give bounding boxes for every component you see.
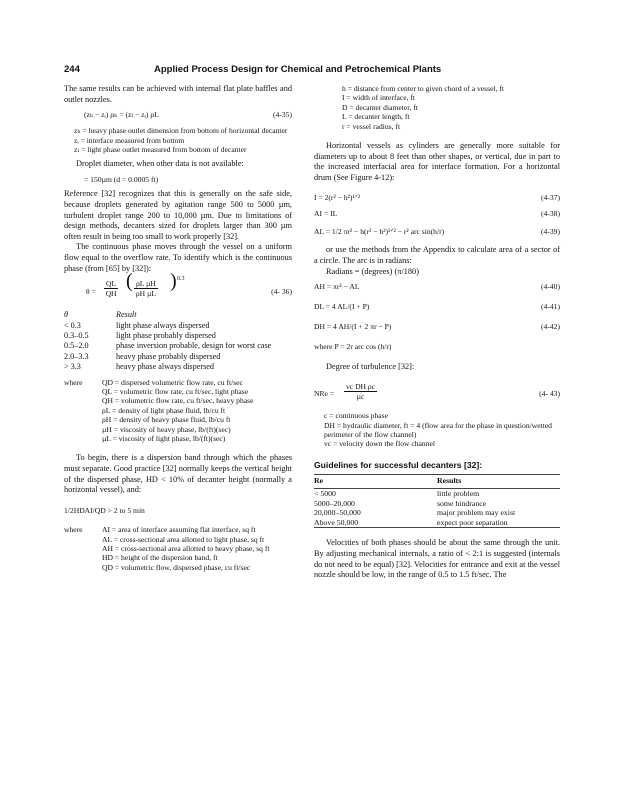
table-cell: < 5000 [314, 489, 336, 498]
fraction-denominator: ρH µL [135, 289, 157, 299]
equation-4-37 [314, 193, 560, 209]
table-row [314, 489, 560, 499]
definition-item: µH = viscosity of heavy phase, lb/(ft)(sec) [102, 424, 231, 434]
equation-group [314, 193, 560, 245]
paragraph: Velocities of both phases should be about the same through the unit. By adjusting mechanical internals, a ratio of < 2:1 is suggested (internals do not need to be equal) [32]. Velocities for entrance and exit at the vessel nozzle should be low, in the range of 0.5 to 1.5 ft/sec. The [314, 538, 560, 580]
definition-list [64, 378, 292, 444]
page-number: 244 [64, 64, 80, 75]
definition-item: QH = volumetric flow rate, cu ft/sec, heavy phase [102, 396, 254, 406]
table-header: Re [314, 475, 437, 489]
left-column [64, 84, 292, 572]
equation-lhs: NRe = [314, 389, 335, 399]
definition-item: µL = viscosity of light phase, lb/(ft)(sec) [102, 434, 226, 444]
table-cell: < 0.3 [64, 320, 81, 330]
equation-number: (4-37) [541, 193, 560, 203]
paragraph: To begin, there is a dispersion band through which the phases must separate. Good practice [32] normally keeps the vertical height of the dispersed phase, HD < 10% of decanter height (normally a horizontal vessel), and: [64, 453, 292, 495]
equation-expr: (zₕ − zᵢ) ρₕ = (zₗ − zᵢ) ρL [84, 110, 159, 120]
definition-item: I = width of interface, ft [342, 93, 416, 103]
table-cell: heavy phase probably dispersed [116, 351, 221, 361]
fraction-numerator: ρL µH [136, 279, 156, 289]
paragraph: Radians = (degrees) (π/180) [326, 266, 419, 276]
definition-list [64, 126, 292, 154]
equation-4-40 [314, 282, 560, 302]
definition-list [314, 84, 560, 131]
definition-item: D = decanter diameter, ft [342, 102, 418, 112]
paragraph: Droplet diameter, when other data is not available: [76, 159, 244, 169]
equation-4-36: θ = $\frac{QL}{QH}$ ( ρL µH ρH µL ) 0.3 (4- 36) [86, 270, 292, 299]
definition-item: HD = height of the dispersion band, ft [102, 553, 218, 563]
equation-number: (4-41) [541, 302, 560, 312]
table-cell: 0.5–2.0 [64, 341, 89, 351]
definition-item: c = continuous phase [324, 411, 388, 421]
where-block [64, 378, 292, 444]
table-row [64, 362, 292, 372]
right-column [314, 84, 560, 581]
table-header: Result [116, 310, 137, 320]
table-cell: 20,000–50,000 [314, 508, 361, 518]
definition-list [314, 411, 560, 449]
table-cell: expect poor separation [437, 518, 560, 528]
table-cell: major problem may exist [437, 508, 516, 518]
table-row [64, 331, 292, 341]
equation-4-43 [314, 382, 560, 406]
paragraph: Reference [32] recognizes that this is generally on the safe side, because droplets generated by agitation range 500 to 5000 µm, turbulent droplet range 200 to 10,000 µm. Due to limitations of design methods, decanters sized for droplets larger than 300 µm often result in being too small to work properly [32]. [64, 189, 292, 241]
equation-droplet: = 150µm (d = 0.0005 ft) [84, 175, 159, 184]
equation-group [314, 282, 560, 342]
definition-item: zₗ = light phase outlet measured from bottom of decanter [74, 145, 247, 154]
table-header: θ [64, 310, 69, 320]
definition-list [64, 525, 292, 572]
definition-item: DH = hydraulic diameter, ft = 4 (flow area for the phase in question/wetted perimeter of the flow channel) [324, 420, 552, 439]
paragraph: Degree of turbulence [32]: [326, 361, 415, 371]
table-cell: 2.0–3.3 [64, 351, 89, 361]
table-cell: > 3.3 [64, 362, 81, 372]
table-cell: 0.3–0.5 [64, 330, 89, 340]
definition-item: r = vessel radius, ft [342, 121, 401, 131]
paragraph: The continuous phase moves through the vessel on a uniform flow equal to the overflow rate. To identify which is the continuous phase (from [65] by [32]): [64, 242, 292, 273]
equation-number: (4-42) [541, 322, 560, 332]
paragraph: Horizontal vessels as cylinders are generally more suitable for diameters up to about 8 feet than other shapes, or vertical, due in part to the increased interfacial area for interface formation. For a horizontal drum (See Figure 4-12): [314, 141, 560, 182]
table-cell: Above 50,000 [314, 518, 437, 528]
table-row [64, 341, 292, 351]
definition-item: AL = cross-sectional area allotted to light phase, sq ft [102, 534, 265, 544]
table-header: Results [437, 475, 560, 489]
table-cell: heavy phase always dispersed [116, 362, 214, 372]
definition-item: QD = dispersed volumetric flow rate, cu ft/sec [102, 377, 243, 387]
table-cell: 5000–20,000 [314, 498, 355, 508]
equation-number: (4-39) [541, 227, 560, 237]
equation-number: (4-35) [273, 110, 292, 120]
equation-expr: DH = 4 AH/(I + 2 πr − P) [314, 322, 392, 332]
where-label: where [64, 525, 83, 535]
table-row [314, 508, 560, 518]
table-cell: light phase probably dispersed [116, 330, 216, 340]
definition-item: QL = volumetric flow rate, cu ft/sec, light phase [102, 387, 249, 396]
equation-4-39 [314, 227, 560, 245]
equation-4-41 [314, 302, 560, 322]
definition-item: vc = velocity down the flow channel [324, 439, 435, 449]
where-label: where [64, 377, 83, 387]
equation-number: (4-38) [541, 209, 560, 219]
fraction-numerator: vc DH ρc [346, 382, 376, 392]
equation-expr: I = 2(r² − h²)¹ᐟ² [314, 193, 361, 203]
equation-lhs: θ = [86, 287, 96, 297]
definition-item: AI = area of interface assuming flat interface, sq ft [102, 525, 256, 535]
definition-item: h = distance from center to given chord of a vessel, ft [342, 84, 505, 93]
where-block [64, 525, 292, 572]
table-row [64, 352, 292, 362]
equation-4-35 [64, 110, 292, 121]
definition-item: ρL = density of light phase fluid, lb/cu ft [102, 405, 226, 415]
definition-item: QD = volumetric flow, dispersed phase, cu ft/sec [102, 562, 251, 572]
definition-item: zᵢ = interface measured from bottom [74, 135, 185, 145]
paragraph: or use the methods from the Appendix to calculate area of a sector of a circle. The arc is in radians: [314, 245, 560, 265]
table-cell: phase inversion probable, design for worst case [116, 341, 272, 351]
equation-expr: AI = IL [314, 209, 338, 219]
fraction-numerator: QL [106, 279, 117, 289]
guidelines-table [314, 474, 560, 528]
equation-expr: AL = 1/2 πr² − h(r² − h²)¹ᐟ² − r² arc sin(h/r) [314, 227, 445, 237]
equation-number: (4- 36) [271, 287, 292, 297]
section-heading: Guidelines for successful decanters [32]: [314, 459, 483, 470]
equation-4-38 [314, 209, 560, 227]
equation-dispersion: 1/2HDAI/QD > 2 to 5 min [64, 505, 145, 515]
definition-item: AH = cross-sectional area allotted to heavy phase, sq ft [102, 544, 270, 554]
fraction-denominator: µc [356, 392, 365, 402]
paragraph: The same results can be achieved with internal flat plate baffles and outlet nozzles. [64, 84, 292, 104]
table-cell: light phase always dispersed [116, 320, 210, 330]
table-row [314, 499, 560, 509]
paragraph: where P = 2r arc cos (h/r) [314, 342, 392, 352]
definition-item: ρH = density of heavy phase fluid, lb/cu ft [102, 415, 231, 425]
theta-table [64, 310, 292, 372]
equation-expr: AH = πr² − AL [314, 282, 360, 292]
equation-expr: DL = 4 AL/(I + P) [314, 302, 370, 312]
fraction-denominator: QH [105, 289, 117, 299]
equation-number: (4-40) [541, 282, 560, 292]
equation-number: (4- 43) [539, 389, 560, 399]
table-cell: little problem [437, 489, 480, 498]
exponent: 0.3 [177, 276, 185, 283]
table-row [64, 321, 292, 331]
equation-4-42 [314, 322, 560, 342]
table-cell: some hindrance [437, 498, 487, 508]
definition-item: L = decanter length, ft [342, 112, 410, 122]
definition-item: zₕ = heavy phase outlet dimension from bottom of horizontal decanter [74, 126, 288, 136]
table-row [314, 518, 560, 528]
running-title: Applied Process Design for Chemical and Petrochemical Plants [154, 64, 442, 75]
